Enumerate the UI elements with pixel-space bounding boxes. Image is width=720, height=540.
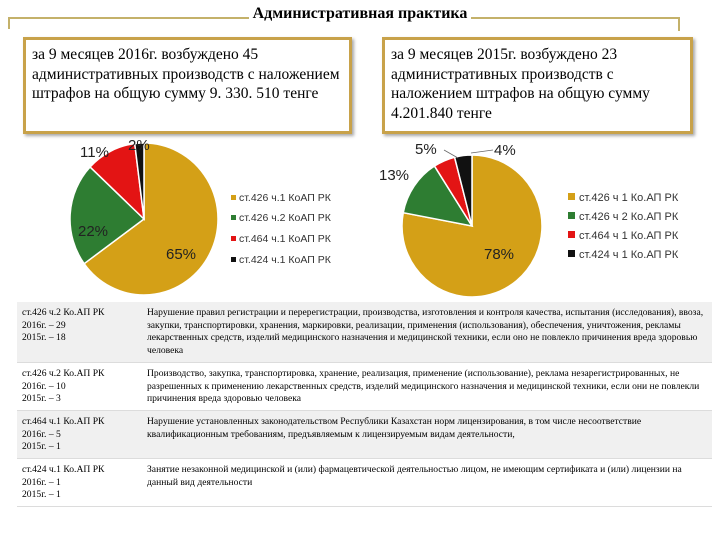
label-11: 11% xyxy=(80,144,109,161)
legend-swatch xyxy=(231,215,236,220)
legend-item: ст.464 ч 1 Ко.АП РК xyxy=(579,230,679,242)
leader-line-5 xyxy=(444,150,458,158)
label-13: 13% xyxy=(379,167,410,184)
table-row xyxy=(17,410,712,458)
legend-swatch xyxy=(568,231,575,238)
summary-2015: за 9 месяцев 2015г. возбуждено 23 административных производств с наложением штрафов на общую сумму 4.201.840 тенге xyxy=(382,37,693,134)
legend-2016 xyxy=(231,192,332,266)
chart-2015 xyxy=(360,134,720,299)
chart-2016-slices xyxy=(70,143,218,295)
table-row xyxy=(17,362,712,410)
article-cell: ст.424 ч.1 Ко.АП РК 2016г. – 1 2015г. – 1 xyxy=(22,464,105,501)
label-5: 5% xyxy=(415,141,437,158)
label-4: 4% xyxy=(494,142,516,159)
page-title: Административная практика xyxy=(0,5,720,23)
legend-swatch xyxy=(568,250,575,257)
legend-item: ст.464 ч.1 КоАП РК xyxy=(239,233,331,245)
legend-item: ст.426 ч 2 Ко.АП РК xyxy=(579,211,679,223)
table-row xyxy=(17,459,712,507)
legend-swatch xyxy=(568,193,575,200)
article-cell: ст.426 ч.2 Ко.АП РК 2016г. – 10 2015г. – 3 xyxy=(22,367,105,405)
description-cell: Производство, закупка, транспортировка, хранение, реализация, применение (использование), реклама незарегистрированных, не разрешенных к применению лекарственных средств, изделий медицинского назначения и медицинской техники, если они не повлекли причинения вреда здоровью человека xyxy=(147,367,700,405)
legend-swatch xyxy=(231,195,236,200)
description-cell: Нарушение установленных законодательством Республики Казахстан норм лицензирования, в том числе несоответствие квалификационным требованиям, предъявляемым к лицензируемым видам деятельности, xyxy=(147,415,642,440)
legend-item: ст.426 ч.2 КоАП РК xyxy=(239,212,331,224)
legend-item: ст.424 ч 1 Ко.АП РК xyxy=(579,249,679,261)
description-cell: Нарушение правил регистрации и перерегистрации, производства, изготовления и контроля качества, испытания (исследования), ввоза, закупки, транспортировки, хранения, маркировки, реализации, применения (использования), обеспечения, уничтожения, рекламы лекарственных средств, изделий медицинского назначения и медицинской техники, если оно не повлекло причинения вреда здоровью человека xyxy=(147,307,704,357)
legend-item: ст.424 ч.1 КоАП РК xyxy=(239,254,331,266)
leader-line-4 xyxy=(471,150,493,153)
legend-swatch xyxy=(231,236,236,241)
label-78: 78% xyxy=(484,246,515,263)
articles-table xyxy=(17,302,712,507)
table-row xyxy=(17,302,712,362)
chart-2016 xyxy=(0,134,360,299)
legend-swatch xyxy=(231,257,236,262)
label-2: 2% xyxy=(128,137,150,154)
article-cell: ст.426 ч.2 Ко.АП РК 2016г. – 29 2015г. – 18 xyxy=(22,307,105,344)
label-22: 22% xyxy=(78,223,109,240)
chart-2016-svg xyxy=(0,134,360,299)
summary-2016: за 9 месяцев 2016г. возбуждено 45 административных производств с наложением штрафов на общую сумму 9. 330. 510 тенге xyxy=(23,37,352,134)
legend-swatch xyxy=(568,212,575,219)
chart-2015-slices xyxy=(402,155,542,297)
legend-item: ст.426 ч.1 КоАП РК xyxy=(239,192,331,204)
legend-2015 xyxy=(568,192,679,261)
label-65: 65% xyxy=(166,246,197,263)
article-cell: ст.464 ч.1 Ко.АП РК 2016г. – 5 2015г. – 1 xyxy=(22,415,105,453)
description-cell: Занятие незаконной медицинской и (или) фармацевтической деятельностью лицом, не имеющим сертификата и (или) лицензии на данный вид деятельности xyxy=(147,464,682,488)
legend-item: ст.426 ч 1 Ко.АП РК xyxy=(579,192,679,204)
chart-2015-svg xyxy=(360,134,720,299)
